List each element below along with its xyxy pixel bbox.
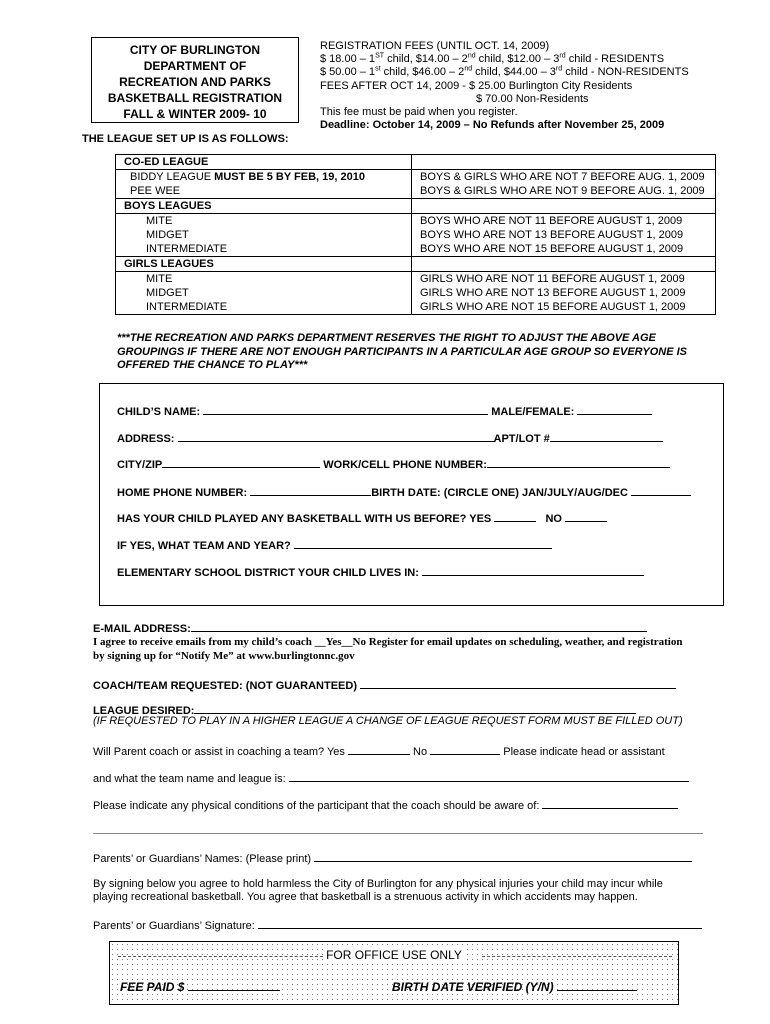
address-row: ADDRESS: APT/LOT # [117,430,663,445]
league-biddy-age: BOYS & GIRLS WHO ARE NOT 7 BEFORE AUG. 1, 2009 [412,170,716,185]
league-table [115,154,716,315]
played-before-row: HAS YOUR CHILD PLAYED ANY BASKETBALL WITH US BEFORE? YES NO [117,510,607,525]
league-change-note: (IF REQUESTED TO PLAY IN A HIGHER LEAGUE A CHANGE OF LEAGUE REQUEST FORM MUST BE FILLED OUT) [93,715,683,727]
fees-residents: $ 18.00 – 1ST child, $14.00 – 2nd child, $12.00 – 3rd child - RESIDENTS [320,52,665,66]
school-row: ELEMENTARY SCHOOL DISTRICT YOUR CHILD LIVES IN: [117,564,644,579]
waiver-line1: By signing below you agree to hold harmless the City of Burlington for any physical injuries your child may incur while [93,878,663,890]
fees-after-line1: FEES AFTER OCT 14, 2009 - $ 25.00 Burlington City Residents [320,79,633,92]
fee-paid-row: FEE PAID $ [120,979,280,994]
team-year-row: IF YES, WHAT TEAM AND YEAR? [117,537,552,552]
team-year-field[interactable] [294,537,552,549]
birth-verified-field[interactable] [557,979,637,991]
league-girls-mite: MITE [116,272,412,287]
email-field[interactable] [191,620,647,632]
title-line-1: CITY OF BURLINGTON [129,43,261,57]
gender-field[interactable] [577,403,652,415]
coach-request-field[interactable] [360,677,676,689]
birth-verified-row: BIRTH DATE VERIFIED (Y/N) [392,979,637,994]
office-use-box [109,941,679,1005]
parent-names-field[interactable] [314,850,692,862]
child-name-row: CHILD’S NAME: MALE/FEMALE: [117,403,652,418]
waiver-line2: playing recreational basketball. You agree that basketball is a strenuous activity in which accidents may happen. [93,891,638,903]
age-grouping-notice: ***THE RECREATION AND PARKS DEPARTMENT RESERVES THE RIGHT TO ADJUST THE ABOVE AGE GROUPINGS IF THERE ARE NOT ENOUGH PARTICIPANTS IN A PARTICULAR AGE GROUP SO EVERYONE IS OFFERED THE CHANCE TO PLAY*** [117,332,688,371]
league-coed: CO-ED LEAGUE [116,155,412,170]
title-line-5: FALL & WINTER 2009- 10 [123,107,267,121]
played-no-field[interactable] [565,510,607,522]
title-line-3: RECREATION AND PARKS [119,75,271,89]
fees-deadline: Deadline: October 14, 2009 – No Refunds after November 25, 2009 [320,119,665,132]
city-zip-field[interactable] [162,456,320,468]
city-row: CITY/ZIP WORK/CELL PHONE NUMBER: [117,456,670,471]
signature-row: Parents’ or Guardians’ Signature: [93,917,702,932]
league-girls-intermediate: INTERMEDIATE [116,300,412,315]
fee-paid-field[interactable] [188,979,280,991]
physical-field-line2[interactable] [93,833,703,834]
work-phone-field[interactable] [487,456,670,468]
title-line-4: BASKETBALL REGISTRATION [107,91,283,105]
home-phone-row: HOME PHONE NUMBER: BIRTH DATE: (CIRCLE ONE) JAN/JULY/AUG/DEC [117,484,691,499]
league-boys-intermediate: INTERMEDIATE [116,242,412,257]
league-setup-label: THE LEAGUE SET UP IS AS FOLLOWS: [82,133,289,145]
played-yes-field[interactable] [494,510,536,522]
email-agree-line2: by signing up for “Notify Me” at www.burlingtonnc.gov [93,650,355,662]
school-field[interactable] [422,564,644,576]
league-peewee-age: BOYS & GIRLS WHO ARE NOT 9 BEFORE AUG. 1, 2009 [412,184,716,199]
league-girls: GIRLS LEAGUES [116,257,412,272]
league-peewee: PEE WEE [116,184,412,199]
league-girls-midget-age: GIRLS WHO ARE NOT 13 BEFORE AUGUST 1, 2009 [412,286,716,300]
parent-names-row: Parents’ or Guardians’ Names: (Please print) [93,850,692,865]
league-boys-midget: MIDGET [116,228,412,242]
apt-field[interactable] [550,430,663,442]
office-title: FOR OFFICE USE ONLY [326,948,462,962]
league-girls-midget: MIDGET [116,286,412,300]
league-girls-intermediate-age: GIRLS WHO ARE NOT 15 BEFORE AUGUST 1, 2009 [412,300,716,315]
signature-field[interactable] [258,917,702,929]
physical-row: Please indicate any physical conditions of the participant that the coach should be aware of: [93,797,678,812]
title-line-2: DEPARTMENT OF [143,59,247,73]
registration-fees [320,40,740,132]
league-girls-mite-age: GIRLS WHO ARE NOT 11 BEFORE AUGUST 1, 2009 [412,272,716,287]
coach-request-row: COACH/TEAM REQUESTED: (NOT GUARANTEED) [93,677,676,692]
league-boys-mite-age: BOYS WHO ARE NOT 11 BEFORE AUGUST 1, 2009 [412,214,716,229]
email-agree-line1: I agree to receive emails from my child’s coach __Yes__No Register for email updates on scheduling, weather, and registration [93,636,683,648]
fees-note: This fee must be paid when you register. [320,106,518,119]
fees-after-line2: $ 70.00 Non-Residents [476,92,589,105]
league-boys-intermediate-age: BOYS WHO ARE NOT 15 BEFORE AUGUST 1, 2009 [412,242,716,257]
league-boys: BOYS LEAGUES [116,199,412,214]
email-row: E-MAIL ADDRESS: [93,620,647,635]
team-name-row: and what the team name and league is: [93,770,689,785]
parent-coach-no-field[interactable] [430,743,500,755]
parent-coach-row: Will Parent coach or assist in coaching a team? Yes No Please indicate head or assistant [93,743,665,758]
title-box [91,37,299,123]
home-phone-field[interactable] [250,484,371,496]
parent-coach-yes-field[interactable] [348,743,410,755]
address-field[interactable] [178,430,494,442]
physical-field[interactable] [542,797,678,809]
league-boys-mite: MITE [116,214,412,229]
child-name-field[interactable] [203,403,488,415]
birth-date-field[interactable] [631,484,691,496]
league-desired-field[interactable] [194,702,636,714]
league-boys-midget-age: BOYS WHO ARE NOT 13 BEFORE AUGUST 1, 2009 [412,228,716,242]
fees-nonresidents: $ 50.00 – 1st child, $46.00 – 2nd child, $44.00 – 3rd child - NON-RESIDENTS [320,65,689,79]
league-biddy: BIDDY LEAGUE MUST BE 5 BY FEB, 19, 2010 [116,170,412,185]
league-desired-row: LEAGUE DESIRED: [93,702,636,717]
fees-heading: REGISTRATION FEES (UNTIL OCT. 14, 2009) [320,40,550,52]
team-name-field[interactable] [289,770,689,782]
